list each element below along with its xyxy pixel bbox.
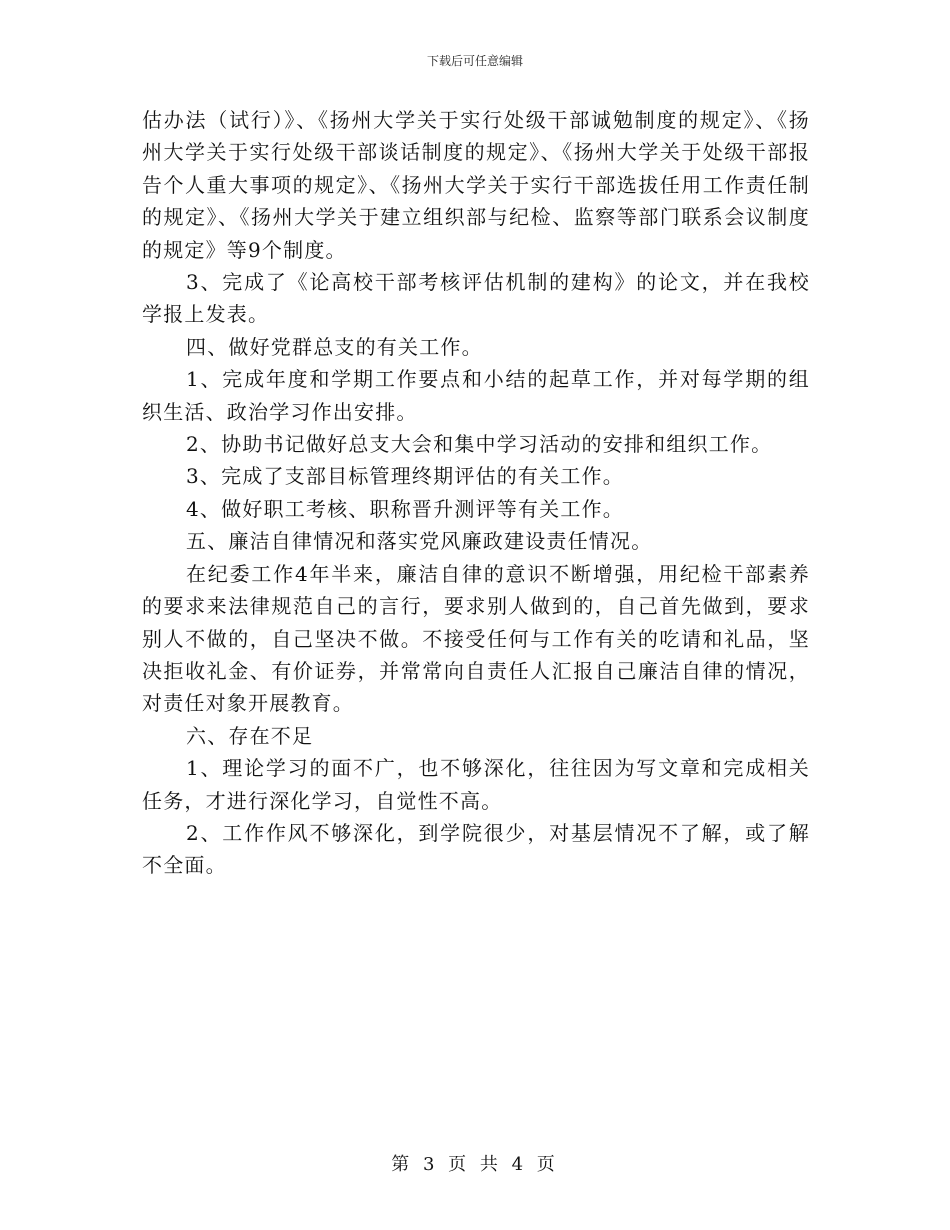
paragraph-staff-assessment: 4、做好职工考核、职称晋升测评等有关工作。 [186, 496, 624, 521]
document-body [142, 104, 810, 882]
paragraph-shortcoming-style: 2、工作作风不够深化，到学院很少，对基层情况不了解，或了解不全面。 [142, 820, 810, 878]
paragraph-assist-secretary: 2、协助书记做好总支大会和集中学习活动的安排和组织工作。 [186, 432, 773, 457]
page-number: 第 3 页 共 4 页 [391, 1154, 559, 1175]
section-heading-party-work: 四、做好党群总支的有关工作。 [186, 334, 483, 359]
paragraph-integrity-details: 在纪委工作4年半来，廉洁自律的意识不断增强，用纪检干部素养的要求来法律规范自己的言行，要求别人做到的，自己首先做到，要求别人不做的，自己坚决不做。不接受任何与工作有关的吃请和礼品，坚决拒收礼金、有价证券，并常常向自责任人汇报自己廉洁自律的情况，对责任对象开展教育。 [142, 561, 810, 716]
header-note: 下载后可任意编辑 [426, 54, 523, 68]
paragraph-branch-evaluation: 3、完成了支部目标管理终期评估的有关工作。 [186, 464, 624, 489]
section-heading-shortcomings: 六、存在不足 [186, 723, 314, 748]
paragraph-thesis: 3、完成了《论高校干部考核评估机制的建构》的论文，并在我校学报上发表。 [142, 270, 810, 327]
paragraph-shortcoming-study: 1、理论学习的面不广，也不够深化，往往因为写文章和完成相关任务，才进行深化学习，自觉性不高。 [142, 756, 810, 813]
paragraph-annual-plan: 1、完成年度和学期工作要点和小结的起草工作，并对每学期的组织生活、政治学习作出安排。 [142, 367, 810, 424]
section-heading-integrity: 五、廉洁自律情况和落实党风廉政建设责任情况。 [186, 529, 653, 554]
paragraph-regulations-list: 估办法（试行）》、《扬州大学关于实行处级干部诚勉制度的规定》、《扬州大学关于实行处级干部谈话制度的规定》、《扬州大学关于处级干部报告个人重大事项的规定》、《扬州大学关于实行干部选拔任用工作责任制的规定》、《扬州大学关于建立组织部与纪检、监察等部门联系会议制度的规定》等9个制度。 [142, 108, 810, 262]
